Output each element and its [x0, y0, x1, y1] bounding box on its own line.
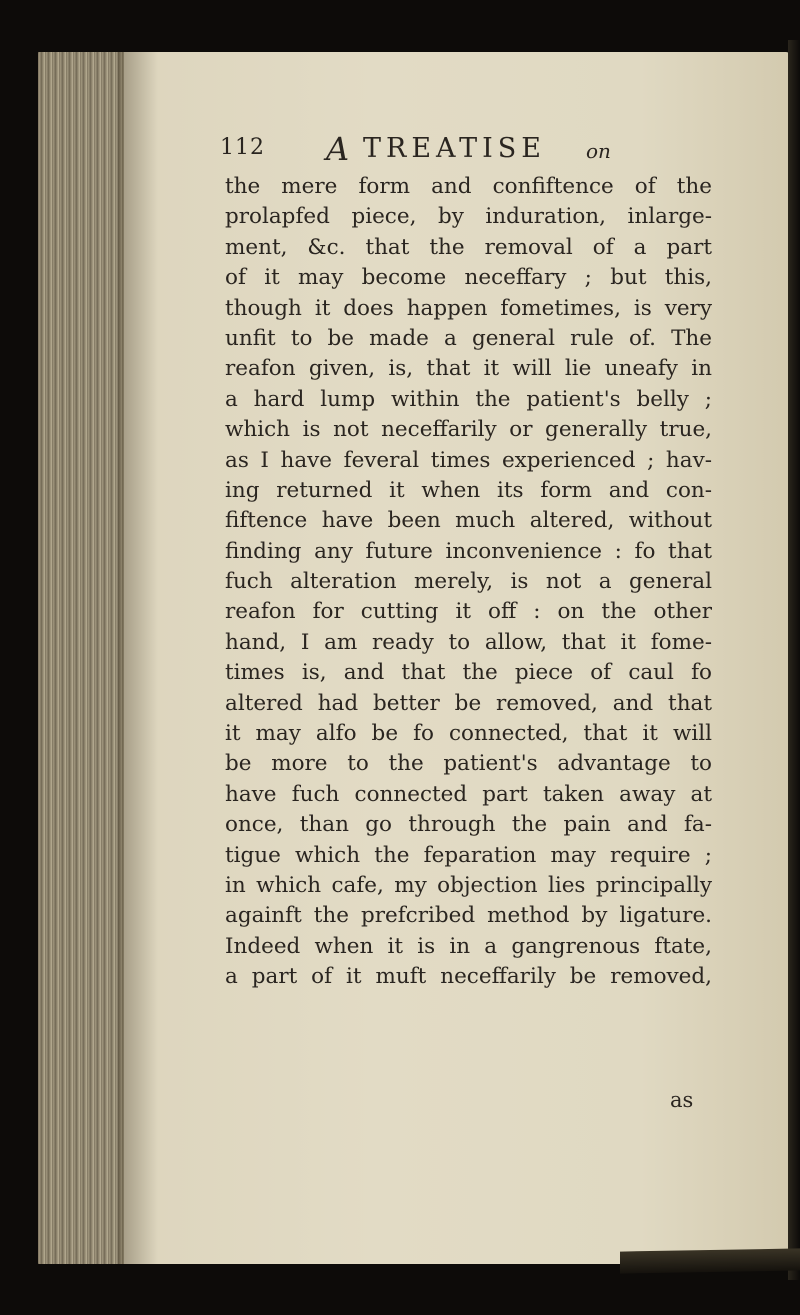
text-line: hand, I am ready to allow, that it fome-: [225, 629, 712, 655]
binding-shadow: [788, 40, 800, 1280]
text-line: tigue which the feparation may require ;: [225, 842, 712, 868]
page-edges: [38, 52, 124, 1264]
text-line: ment, &c. that the removal of a part: [225, 234, 712, 260]
text-line: unfit to be made a general rule of. The: [225, 325, 712, 351]
text-line: reafon for cutting it off : on the other: [225, 599, 712, 625]
text-line: reafon given, is, that it will lie uneafy in: [225, 356, 712, 382]
text-line: fuch alteration merely, is not a general: [225, 569, 712, 595]
text-line: finding any future inconvenience : fo that: [225, 538, 712, 564]
text-line: once, than go through the pain and fa-: [225, 812, 712, 838]
text-line: of it may become neceffary ; but this,: [225, 265, 712, 291]
text-line: a part of it muft neceffarily be removed,: [225, 964, 712, 990]
text-line: the mere form and confiftence of the: [225, 174, 712, 199]
bottom-shadow: [620, 1248, 800, 1273]
text-line: againft the prefcribed method by ligature.: [225, 903, 712, 929]
text-line: have fuch connected part taken away at: [225, 781, 712, 807]
text-line: fiftence have been much altered, without: [225, 508, 712, 534]
edge-shadow: [118, 52, 158, 1264]
text-line: as I have feveral times experienced ; hav-: [225, 447, 712, 473]
text-line: it may alfo be fo connected, that it will: [225, 721, 712, 747]
body-text: [225, 172, 712, 993]
page-number: 112: [220, 135, 265, 160]
running-header: [220, 130, 640, 173]
text-line: though it does happen fometimes, is very: [225, 295, 712, 321]
text-line: times is, and that the piece of caul fo: [225, 660, 712, 686]
text-line: be more to the patient's advantage to: [225, 751, 712, 777]
title-on: on: [586, 139, 611, 163]
text-line: which is not neceffarily or generally true,: [225, 417, 712, 443]
text-line: altered had better be removed, and that: [225, 690, 712, 716]
catchword: as: [670, 1088, 694, 1112]
text-line: Indeed when it is in a gangrenous ftate,: [225, 933, 712, 959]
text-line: ing returned it when its form and con-: [225, 477, 712, 503]
text-line: prolapfed piece, by induration, inlarge-: [225, 204, 712, 230]
title-word: TREATISE: [363, 133, 546, 164]
text-line: a hard lump within the patient's belly ;: [225, 386, 712, 412]
title-article: A: [326, 130, 350, 168]
text-line: in which cafe, my objection lies principally: [225, 872, 712, 898]
